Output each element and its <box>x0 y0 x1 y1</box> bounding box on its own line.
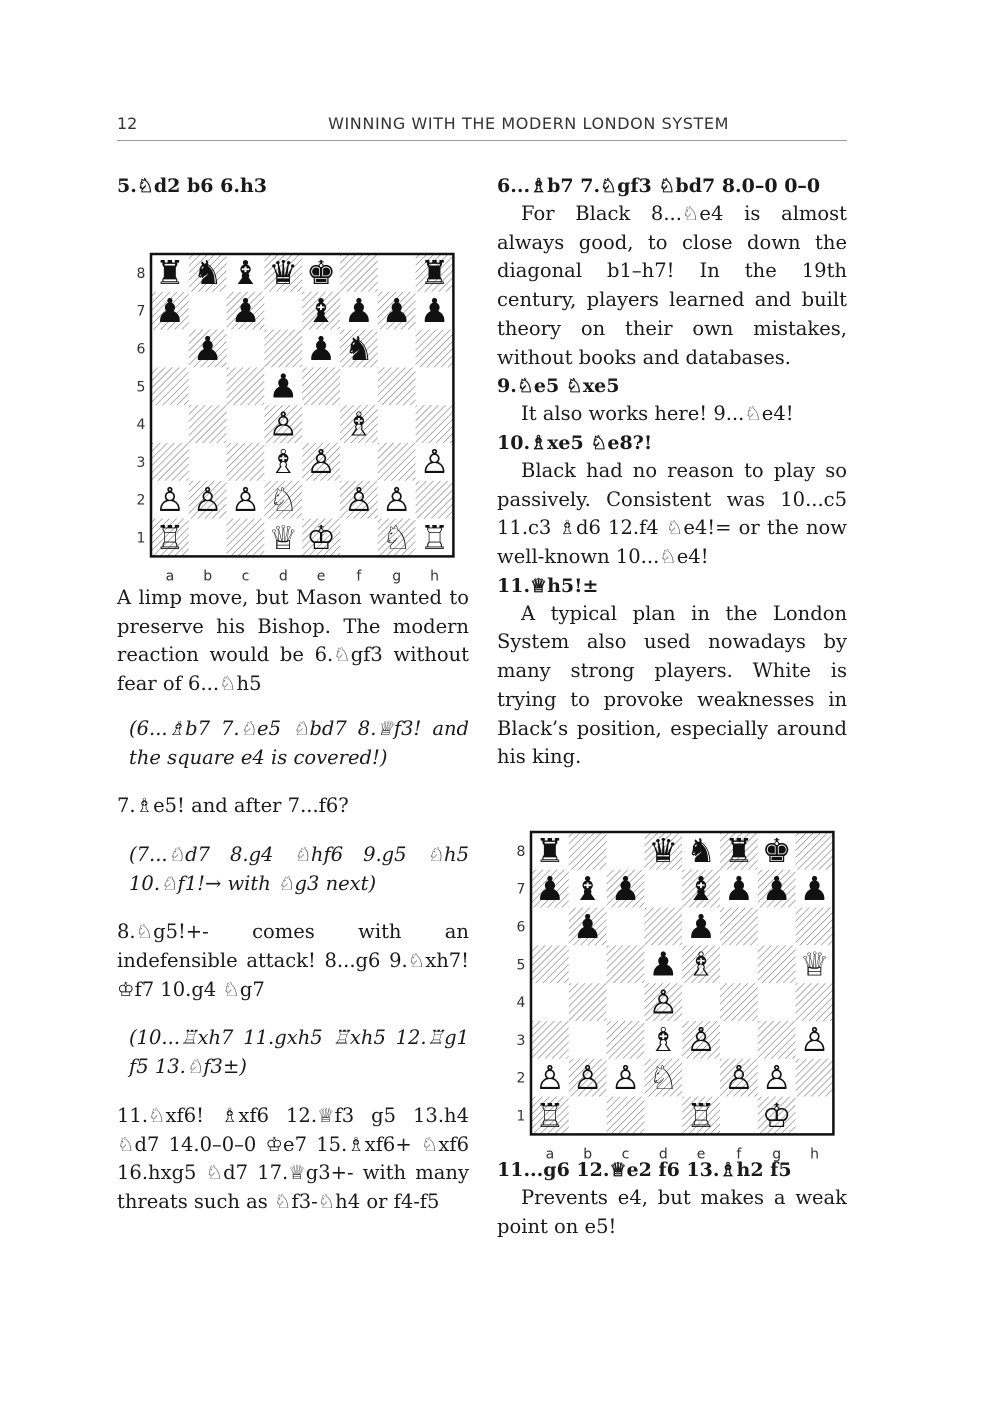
board-square-f6 <box>720 908 758 946</box>
move-heading: 6...♗b7 7.♘gf3 ♘bd7 8.0–0 0–0 <box>497 175 821 197</box>
white-knight-icon: ♘ <box>381 517 412 557</box>
file-label: d <box>658 1146 668 1163</box>
board-square-f1 <box>340 519 378 557</box>
board-square-f5 <box>720 945 758 983</box>
board-square-h6 <box>416 330 454 368</box>
paragraph: A limp move, but Mason wanted to preserve his Bishop. The modern reaction would be 6.♘gf3 without fear of 6...♘h5 <box>117 586 469 696</box>
black-pawn-icon: ♟ <box>799 868 830 908</box>
white-pawn-icon: ♙ <box>268 404 299 444</box>
black-bishop-icon: ♝ <box>306 291 336 331</box>
white-rook-icon: ♖ <box>535 1095 565 1135</box>
board-square-a6 <box>531 908 569 946</box>
paragraph: It also works here! 9...♘e4! <box>521 402 794 426</box>
chess-diagram-2 <box>497 788 837 1163</box>
board-square-h5 <box>416 367 454 405</box>
board-square-a4 <box>531 983 569 1021</box>
board-square-b4 <box>569 983 607 1021</box>
black-pawn-icon: ♟ <box>230 291 261 331</box>
white-knight-icon: ♘ <box>268 480 299 520</box>
board-square-c5 <box>607 945 645 983</box>
rank-label: 5 <box>516 957 526 974</box>
running-header <box>117 112 847 141</box>
black-king-icon: ♚ <box>306 253 336 293</box>
file-label: b <box>203 568 213 585</box>
white-rook-icon: ♖ <box>686 1095 716 1135</box>
board-square-h2 <box>796 1059 834 1097</box>
rank-label: 4 <box>136 417 146 434</box>
white-king-icon: ♔ <box>306 517 336 557</box>
variation-text: (6...♗b7 7.♘e5 ♘bd7 8.♕f3! and the square e4 is covered!) <box>129 716 469 769</box>
file-label: c <box>621 1146 630 1163</box>
running-title: WINNING WITH THE MODERN LONDON SYSTEM <box>328 114 729 133</box>
file-label: e <box>316 568 326 585</box>
board-square-h2 <box>416 481 454 519</box>
file-label: c <box>241 568 250 585</box>
paragraph: 7.♗e5! and after 7...f6? <box>117 794 349 818</box>
board-square-a5 <box>151 367 189 405</box>
move-heading: 5.♘d2 b6 6.h3 <box>117 175 267 197</box>
move-heading: 11...g6 12.♕e2 f6 13.♗h2 f5 <box>497 1158 792 1181</box>
board-square-a3 <box>151 443 189 481</box>
black-pawn-icon: ♟ <box>419 291 450 331</box>
board-square-d6 <box>644 908 682 946</box>
paragraph: Prevents e4, but makes a weak point on e5! <box>497 1185 847 1238</box>
white-queen-icon: ♕ <box>268 517 299 557</box>
black-pawn-icon: ♟ <box>381 291 412 331</box>
black-bishop-icon: ♝ <box>572 868 603 908</box>
board-square-c6 <box>607 908 645 946</box>
rank-label: 8 <box>136 265 146 282</box>
board-square-e2 <box>302 481 340 519</box>
board-square-b3 <box>189 443 227 481</box>
board-square-g5 <box>378 367 416 405</box>
white-queen-icon: ♕ <box>799 944 830 984</box>
board-square-g3 <box>378 443 416 481</box>
white-pawn-icon: ♙ <box>610 1057 641 1097</box>
file-label: h <box>810 1146 819 1163</box>
board-square-a4 <box>151 405 189 443</box>
board-square-c5 <box>227 367 265 405</box>
board-square-g5 <box>758 945 796 983</box>
board-square-b5 <box>569 945 607 983</box>
move-heading: 9.♘e5 ♘xe5 <box>497 375 620 398</box>
board-square-a3 <box>531 1021 569 1059</box>
board-square-f1 <box>720 1097 758 1135</box>
paragraph: A typical plan in the London System also used nowadays by many strong players. White is trying to provoke weaknesses in Black’s position, especially around his king. <box>497 601 847 769</box>
board-square-f5 <box>340 367 378 405</box>
white-pawn-icon: ♙ <box>155 480 185 520</box>
white-pawn-icon: ♙ <box>686 1020 716 1060</box>
board-square-c6 <box>227 330 265 368</box>
board-square-d6 <box>264 330 302 368</box>
white-pawn-icon: ♙ <box>761 1057 792 1097</box>
board-square-b1 <box>569 1097 607 1135</box>
black-pawn-icon: ♟ <box>155 291 185 331</box>
board-square-e5 <box>302 367 340 405</box>
left-column <box>117 172 469 1217</box>
paragraph: For Black 8...♘e4 is almost always good, to close down the diagonal b1–h7! In the 19th century, players learned and built theory on their own mistakes, without books and databases. <box>497 202 847 369</box>
white-pawn-icon: ♙ <box>724 1057 754 1097</box>
black-bishop-icon: ♝ <box>686 868 716 908</box>
rank-label: 7 <box>516 881 526 898</box>
file-label: e <box>696 1146 706 1163</box>
page-number: 12 <box>117 114 138 133</box>
file-label: g <box>392 568 402 585</box>
board-square-f8 <box>340 254 378 292</box>
white-pawn-icon: ♙ <box>344 480 374 520</box>
board-square-d1 <box>644 1097 682 1135</box>
board-square-c8 <box>607 832 645 870</box>
white-pawn-icon: ♙ <box>799 1020 830 1060</box>
black-queen-icon: ♛ <box>268 253 299 293</box>
black-pawn-icon: ♟ <box>306 328 336 368</box>
board-square-f4 <box>720 983 758 1021</box>
black-knight-icon: ♞ <box>686 831 716 871</box>
variation-text: (7...♘d7 8.g4 ♘hf6 9.g5 ♘h5 10.♘f1!→ with ♘g3 next) <box>129 842 469 895</box>
board-square-b7 <box>189 292 227 330</box>
move-heading: 11.♕h5!± <box>497 574 599 597</box>
rank-label: 6 <box>516 919 526 936</box>
board-square-c3 <box>607 1021 645 1059</box>
white-king-icon: ♔ <box>761 1095 792 1135</box>
black-pawn-icon: ♟ <box>268 366 299 406</box>
board-square-h4 <box>416 405 454 443</box>
black-pawn-icon: ♟ <box>344 291 374 331</box>
file-label: f <box>356 568 362 585</box>
board-square-g6 <box>758 908 796 946</box>
board-square-b4 <box>189 405 227 443</box>
white-pawn-icon: ♙ <box>419 442 450 482</box>
black-rook-icon: ♜ <box>724 831 754 871</box>
board-square-b8 <box>569 832 607 870</box>
file-label: h <box>430 568 439 585</box>
board-square-c1 <box>607 1097 645 1135</box>
black-pawn-icon: ♟ <box>610 868 641 908</box>
file-label: g <box>772 1146 782 1163</box>
white-knight-icon: ♘ <box>648 1057 679 1097</box>
black-knight-icon: ♞ <box>192 253 223 293</box>
board-square-h6 <box>796 908 834 946</box>
black-knight-icon: ♞ <box>344 328 374 368</box>
board-square-c4 <box>607 983 645 1021</box>
board-square-h8 <box>796 832 834 870</box>
black-pawn-icon: ♟ <box>192 328 223 368</box>
black-rook-icon: ♜ <box>535 831 565 871</box>
black-queen-icon: ♛ <box>648 831 679 871</box>
white-pawn-icon: ♙ <box>192 480 223 520</box>
white-rook-icon: ♖ <box>419 517 450 557</box>
board-square-e2 <box>682 1059 720 1097</box>
white-bishop-icon: ♗ <box>344 404 374 444</box>
board-square-d7 <box>264 292 302 330</box>
rank-label: 1 <box>136 530 146 547</box>
board-square-c1 <box>227 519 265 557</box>
rank-label: 8 <box>516 843 526 860</box>
rank-label: 3 <box>136 454 146 471</box>
white-bishop-icon: ♗ <box>268 442 299 482</box>
move-heading: 10.♗xe5 ♘e8?! <box>497 431 653 454</box>
board-square-a6 <box>151 330 189 368</box>
paragraph: 8.♘g5!+- comes with an indefensible attack! 8...g6 9.♘xh7! ♔f7 10.g4 ♘g7 <box>117 920 469 1001</box>
file-label: b <box>583 1146 593 1163</box>
black-bishop-icon: ♝ <box>230 253 261 293</box>
rank-label: 1 <box>516 1108 526 1125</box>
paragraph: 11.♘xf6! ♗xf6 12.♕f3 g5 13.h4 ♘d7 14.0–0–0 ♔e7 15.♗xf6+ ♘xf6 16.hxg5 ♘d7 17.♕g3+- with many threats such as ♘f3-♘h4 or f4-f5 <box>117 1103 469 1213</box>
variation-text: (10...♖xh7 11.gxh5 ♖xh5 12.♖g1 f5 13.♘f3±) <box>129 1026 469 1079</box>
board-square-c3 <box>227 443 265 481</box>
white-pawn-icon: ♙ <box>572 1057 603 1097</box>
white-pawn-icon: ♙ <box>535 1057 565 1097</box>
black-pawn-icon: ♟ <box>572 906 603 946</box>
rank-label: 4 <box>516 995 526 1012</box>
chessboard-1 <box>117 210 457 585</box>
board-square-a5 <box>531 945 569 983</box>
chessboard-2 <box>497 788 837 1163</box>
board-square-b1 <box>189 519 227 557</box>
white-rook-icon: ♖ <box>155 517 185 557</box>
board-square-c4 <box>227 405 265 443</box>
right-column <box>497 172 847 1241</box>
board-square-e4 <box>302 405 340 443</box>
black-rook-icon: ♜ <box>155 253 185 293</box>
file-label: d <box>278 568 288 585</box>
rank-label: 5 <box>136 379 146 396</box>
black-pawn-icon: ♟ <box>686 906 716 946</box>
board-square-f3 <box>340 443 378 481</box>
black-pawn-icon: ♟ <box>724 868 754 908</box>
board-square-b5 <box>189 367 227 405</box>
white-pawn-icon: ♙ <box>648 982 679 1022</box>
white-pawn-icon: ♙ <box>381 480 412 520</box>
white-pawn-icon: ♙ <box>306 442 336 482</box>
rank-label: 3 <box>516 1032 526 1049</box>
black-rook-icon: ♜ <box>419 253 450 293</box>
board-square-h1 <box>796 1097 834 1135</box>
file-label: a <box>165 568 175 585</box>
black-pawn-icon: ♟ <box>761 868 792 908</box>
black-pawn-icon: ♟ <box>535 868 565 908</box>
black-pawn-icon: ♟ <box>648 944 679 984</box>
white-bishop-icon: ♗ <box>686 944 716 984</box>
paragraph: Black had no reason to play so passively. Consistent was 10...c5 11.c3 ♗d6 12.f4 ♘e4!= or the now well-known 10...♘e4! <box>497 458 847 569</box>
file-label: f <box>736 1146 742 1163</box>
rank-label: 2 <box>136 492 146 509</box>
white-pawn-icon: ♙ <box>230 480 261 520</box>
board-square-h4 <box>796 983 834 1021</box>
white-bishop-icon: ♗ <box>648 1020 679 1060</box>
board-square-g8 <box>378 254 416 292</box>
board-square-f3 <box>720 1021 758 1059</box>
board-square-d7 <box>644 870 682 908</box>
board-square-g3 <box>758 1021 796 1059</box>
rank-label: 6 <box>136 341 146 358</box>
black-king-icon: ♚ <box>761 831 792 871</box>
board-square-g6 <box>378 330 416 368</box>
board-square-e4 <box>682 983 720 1021</box>
chess-diagram-1 <box>117 210 457 585</box>
rank-label: 7 <box>136 303 146 320</box>
board-square-g4 <box>378 405 416 443</box>
rank-label: 2 <box>516 1070 526 1087</box>
board-square-b3 <box>569 1021 607 1059</box>
file-label: a <box>545 1146 555 1163</box>
board-square-g4 <box>758 983 796 1021</box>
